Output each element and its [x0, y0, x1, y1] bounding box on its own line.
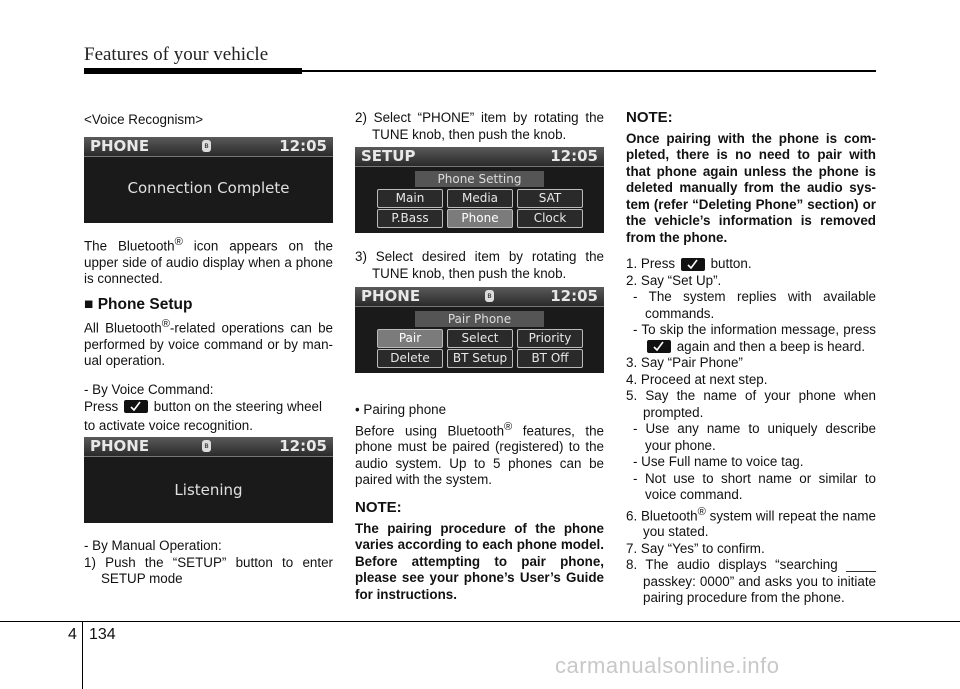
- section-title: Phone Setup: [97, 296, 193, 313]
- voice-recognition-icon: [681, 258, 705, 271]
- screen-button-sat: SAT: [517, 189, 583, 208]
- screen-listening: [84, 437, 333, 523]
- step-s4: 4. Proceed at next step.: [626, 371, 768, 387]
- header-bar: [84, 68, 302, 74]
- screen-connection-complete: [84, 137, 333, 223]
- s1-a: 1. Press: [626, 256, 676, 271]
- screen-button-pair: Pair: [377, 329, 443, 348]
- note-text: Once pairing with the phone is com-pleted, there is no need to pair with that phone again unless the phone is deleted manually from the audio sys-tem (refer “Deleting Phone” section) or the vehicle’s information is removed from the phone.: [626, 130, 876, 245]
- step-s7: 7. Say “Yes” to confirm.: [626, 540, 765, 556]
- step-s2: 2. Say “Set Up”.: [626, 272, 722, 288]
- step-s8: 8. The audio displays “searching ____ passkey: 0000” and asks you to initiate pairing procedure from the phone.: [626, 557, 876, 606]
- step-1: 1) Push the “SETUP” button to enter SETUP mode: [84, 554, 333, 586]
- screen-topbar: [84, 437, 333, 457]
- intro-paragraph: [84, 316, 333, 370]
- header-rule: [302, 70, 876, 72]
- screen-mode-label: PHONE: [90, 437, 150, 455]
- step-s2a: - The system replies with available commands.: [633, 289, 876, 321]
- screen-message: Listening: [174, 481, 243, 499]
- screen-mode-label: SETUP: [361, 147, 416, 165]
- footer-rule: [0, 621, 960, 622]
- bt-text-a: The Bluetooth: [84, 238, 175, 254]
- phone-setup-section: [84, 297, 333, 314]
- voice-cmd-label: - By Voice Command:: [84, 382, 214, 397]
- footer-divider: [82, 621, 83, 689]
- step-s5c: - Not use to short name or similar to voice command.: [633, 470, 876, 502]
- s6-a: 6. Bluetooth: [626, 507, 698, 523]
- pairing-a: Before using Bluetooth: [355, 422, 505, 438]
- screen-button-select: Select: [447, 329, 513, 348]
- reg-mark: ®: [161, 318, 170, 330]
- step-s5: 5. Say the name of your phone when prompted.: [626, 388, 876, 420]
- screen-setup: [355, 147, 604, 233]
- screen-mode-label: PHONE: [361, 287, 421, 305]
- s6-b: system will repeat the name you stated.: [643, 507, 876, 540]
- pairing-steps: [626, 256, 876, 607]
- screen-button-pbass: P.Bass: [377, 209, 443, 228]
- column-1: [84, 112, 333, 129]
- watermark: carmanualsonline.info: [555, 653, 780, 678]
- bt-icon-paragraph: [84, 234, 333, 288]
- note-title: NOTE:: [626, 109, 673, 126]
- press-a: Press: [84, 398, 119, 414]
- page-number: 134: [89, 626, 116, 643]
- screen-subtitle: Pair Phone: [415, 311, 544, 327]
- screen-mode-label: PHONE: [90, 137, 150, 155]
- step-s5b: - Use Full name to voice tag.: [633, 454, 804, 469]
- screen-subtitle: Phone Setting: [415, 171, 544, 187]
- screen-topbar: [84, 137, 333, 157]
- reg-mark: ®: [697, 505, 706, 518]
- step-3: 3) Select desired item by rotating the TUNE knob, then push the knob.: [355, 249, 604, 281]
- screen-pair-phone: [355, 287, 604, 373]
- page-header-title: Features of your vehicle: [84, 44, 269, 65]
- screen-topbar: [355, 147, 604, 167]
- section-bullet-icon: ■: [84, 296, 94, 313]
- bluetooth-icon: ʙ: [485, 290, 494, 302]
- screen-button-main: Main: [377, 189, 443, 208]
- intro-a: All Bluetooth: [84, 320, 162, 336]
- step-s3: 3. Say “Pair Phone”: [626, 355, 743, 370]
- press-b: button on the steering wheel: [153, 398, 322, 414]
- voice-recognition-icon: [647, 340, 671, 353]
- bluetooth-icon: ʙ: [202, 440, 211, 452]
- voice-recognition-icon: [124, 400, 148, 413]
- screen-message: Connection Complete: [127, 179, 290, 197]
- screen-button-delete: Delete: [377, 349, 443, 368]
- voice-command-block: [84, 382, 333, 435]
- screen-button-phone: Phone: [447, 209, 513, 228]
- pairing-b: features, the phone must be paired (registered) to the audio system. Up to 5 phones can be paired with the system.: [355, 422, 604, 488]
- screen-button-media: Media: [447, 189, 513, 208]
- screen-clock: 12:05: [550, 287, 598, 305]
- step-2: 2) Select “PHONE” item by rotating the TUNE knob, then push the knob.: [355, 110, 604, 142]
- pairing-block: [355, 402, 604, 489]
- screen-button-bt-off: BT Off: [517, 349, 583, 368]
- step-3-block: [355, 249, 604, 282]
- screen-button-bt-setup: BT Setup: [447, 349, 513, 368]
- step-s5a: - Use any name to uniquely describe your phone.: [633, 421, 876, 453]
- note-1: [355, 500, 604, 603]
- s2b-a: - To skip the information message, press: [633, 322, 876, 337]
- press-c: to activate voice recognition.: [84, 418, 253, 433]
- reg-mark: ®: [174, 236, 183, 248]
- step-2-block: [355, 110, 604, 143]
- screen-clock: 12:05: [279, 437, 327, 455]
- bt-text-b: icon appears on the upper side of audio display when a phone is connected.: [84, 238, 333, 287]
- reg-mark: ®: [504, 420, 513, 433]
- voice-tag: <Voice Recognism>: [84, 112, 204, 127]
- screen-clock: 12:05: [550, 147, 598, 165]
- screen-button-priority: Priority: [517, 329, 583, 348]
- manual-block: [84, 538, 333, 588]
- note-text: The pairing procedure of the phone varies according to each phone model. Before attempting to pair phone, please see your phone’s User’s Guide for instructions.: [355, 520, 604, 602]
- note-title: NOTE:: [355, 499, 402, 516]
- pairing-title: • Pairing phone: [355, 402, 447, 417]
- note-2: [626, 110, 876, 246]
- s1-b: button.: [710, 256, 752, 271]
- chapter-number: 4: [68, 626, 77, 643]
- manual-op-label: - By Manual Operation:: [84, 538, 222, 553]
- bluetooth-icon: ʙ: [202, 140, 211, 152]
- screen-topbar: [355, 287, 604, 307]
- s2b-b: again and then a beep is heard.: [676, 338, 866, 354]
- intro-b: -related operations can be performed by voice command or by man-ual operation.: [84, 320, 333, 369]
- screen-clock: 12:05: [279, 137, 327, 155]
- screen-button-clock: Clock: [517, 209, 583, 228]
